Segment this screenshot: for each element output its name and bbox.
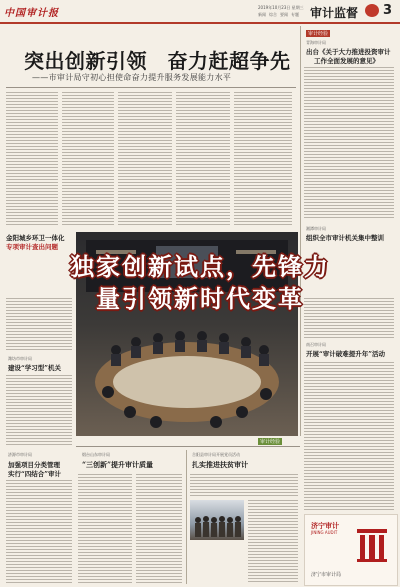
right-article2-org: 湘潭审计局 (306, 226, 326, 231)
right-column-divider (300, 26, 301, 436)
main-body-text (176, 92, 230, 227)
right-kicker: 审计经验 (308, 31, 329, 37)
right-article3-org: 南召审计局 (306, 342, 326, 347)
right-article2-title: 组织全市审计机关集中整训 (306, 234, 384, 242)
overlay-caption (0, 252, 400, 316)
bottom-article2-title: 扎实推进扶贫审计 (192, 460, 248, 469)
left-article3-org: 济源市审计局 (8, 452, 32, 457)
photo-caption-tag: 审计经验 (260, 439, 281, 445)
main-headline: 突出创新引领 奋力赶超争先 (24, 49, 291, 73)
main-body-text (234, 92, 292, 227)
left-article2-org: 潍坊市审计局 (8, 356, 32, 361)
ad-emblem-icon (355, 525, 389, 563)
main-body-text (6, 92, 58, 227)
nav-item: 新闻 (258, 12, 266, 17)
overlay-caption-line2: 量引领新时代变革 (96, 285, 304, 313)
nav-item: 综合 (269, 12, 277, 17)
right-article1-title: 工作全面发展的意见》 (314, 57, 379, 65)
headline-underline (6, 87, 296, 88)
bottom-article2-org: 合阳县审计局开展党员活动 (192, 452, 240, 457)
ad-banner (304, 514, 398, 586)
main-subheadline: ——市审计局守初心担使命奋力提升服务发展能力水平 (32, 73, 232, 82)
nav-item: 专题 (291, 12, 299, 17)
bottom-article1-body (78, 474, 132, 584)
left-article1-title: 金阳城乡环卫一体化 (6, 234, 65, 242)
bottom-divider (76, 446, 300, 447)
bottom-article2-body (190, 474, 298, 496)
main-body-text (118, 92, 172, 227)
right-article3-title: 开展“审计破难提升年”活动 (306, 350, 385, 358)
section-badge-icon (365, 4, 379, 17)
nav-items (258, 12, 299, 18)
people-group-icon (190, 500, 244, 540)
left-article3-body (6, 480, 72, 584)
main-body-text (62, 92, 114, 227)
date-line: 2019年10月23日 星期三 (258, 5, 304, 10)
masthead (0, 0, 400, 22)
right-article1-title: 出台《关于大力推进投资审计 (306, 48, 391, 56)
left-article1-title: 专项审计查出问题 (6, 243, 58, 251)
team-photo (190, 500, 244, 540)
masthead-rule (0, 22, 400, 24)
bottom-article1-org: 烟台山东审计局 (82, 452, 110, 457)
section-title: 审计监督 (310, 6, 359, 20)
page-number: 3 (383, 3, 393, 18)
left-article2-title: 建设“学习型”机关 (8, 364, 61, 372)
left-article3-title: 加强项目分类管理 (8, 461, 60, 469)
right-article3-body (304, 362, 394, 510)
nav-item: 要闻 (280, 12, 288, 17)
right-article1-body (304, 67, 394, 219)
left-article2-body (6, 375, 72, 447)
overlay-caption-line1: 独家创新试点，先锋力 (70, 253, 330, 281)
ad-tagline: 济宁市审计局 (311, 572, 342, 578)
ad-brand-en: JINING AUDIT (311, 530, 338, 535)
bottom-article1-body (136, 474, 182, 584)
bottom-article2-body (248, 500, 298, 584)
bottom-column-divider (186, 450, 187, 584)
bottom-article1-title: “三创新”提升审计质量 (82, 460, 154, 469)
ad-brand: 济宁审计 (311, 522, 339, 530)
right-article1-org: 青海审计局 (306, 40, 326, 45)
paper-logo: 中国审计报 (4, 8, 59, 19)
left-article3-title: 实行“四结合”审计 (8, 470, 61, 478)
